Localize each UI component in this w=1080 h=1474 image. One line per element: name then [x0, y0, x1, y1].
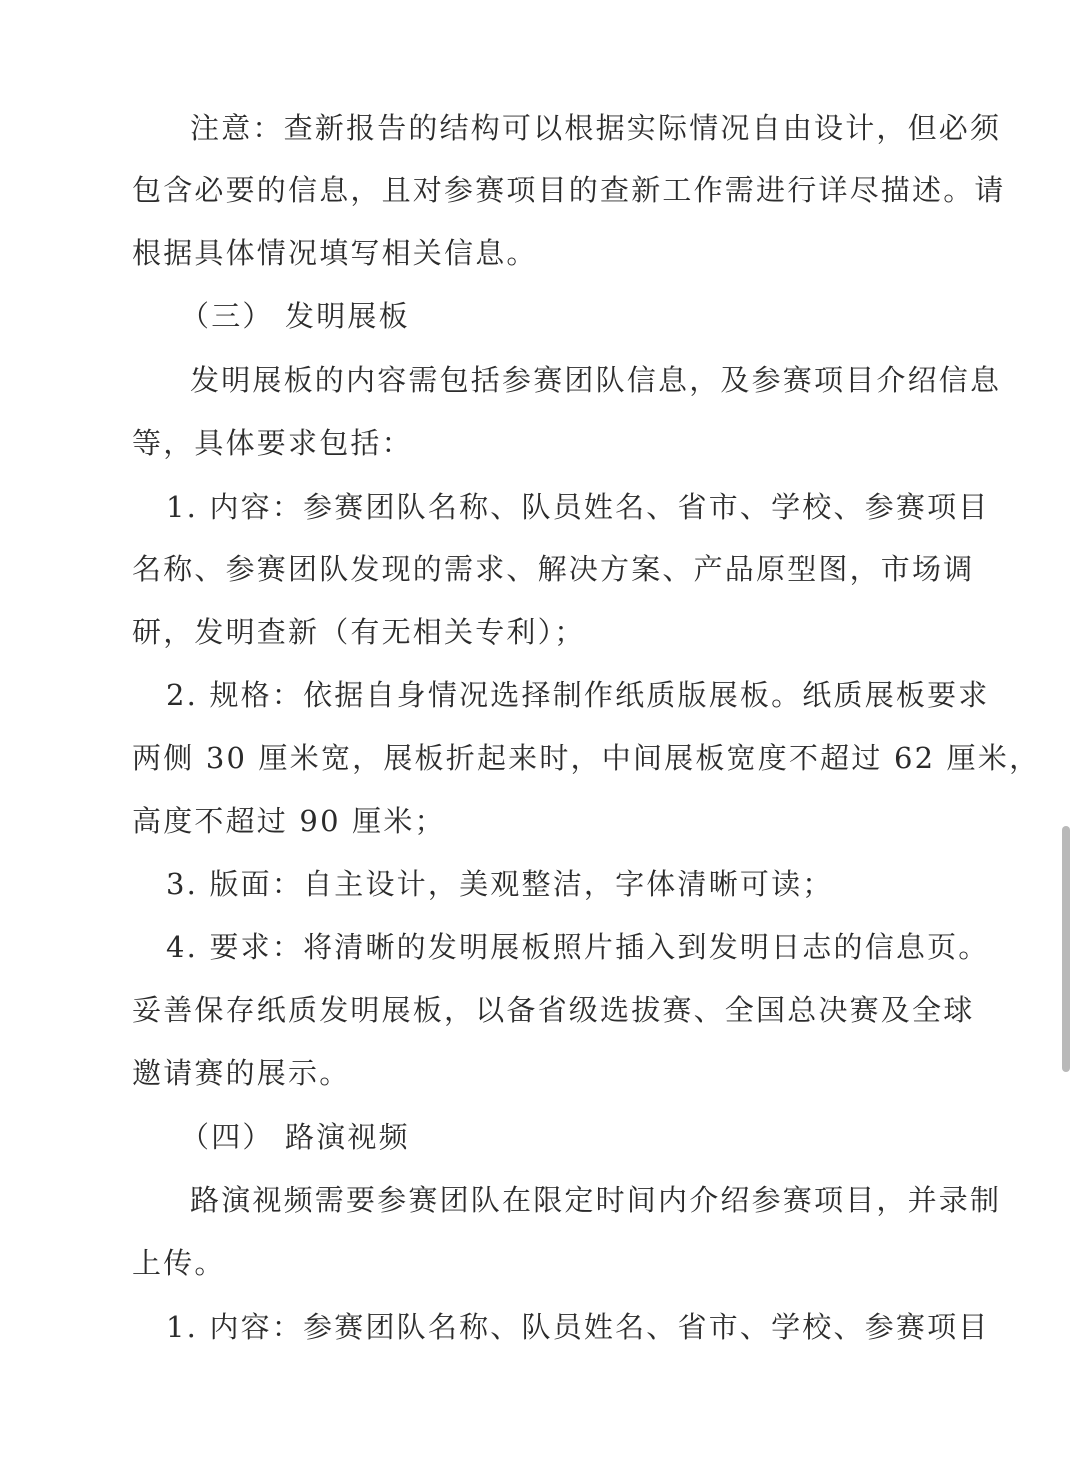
text-line: 研，发明查新（有无相关专利）； — [132, 615, 586, 649]
list-item: 3. 版面：自主设计，美观整洁，字体清晰可读； — [166, 867, 834, 901]
text-line: 上传。 — [132, 1246, 226, 1280]
text-line: 注意：查新报告的结构可以根据实际情况自由设计，但必须 — [190, 111, 1002, 145]
text-line: 两侧 30 厘米宽，展板折起来时，中间展板宽度不超过 62 厘米， — [132, 741, 1041, 775]
text-line: 妥善保存纸质发明展板，以备省级选拔赛、全国总决赛及全球 — [132, 993, 975, 1027]
list-item: 2. 规格：依据自身情况选择制作纸质版展板。纸质展板要求 — [166, 678, 990, 712]
text-line: 高度不超过 90 厘米； — [132, 804, 446, 838]
list-item: 1. 内容：参赛团队名称、队员姓名、省市、学校、参赛项目 — [166, 490, 990, 524]
text-line: 路演视频需要参赛团队在限定时间内介绍参赛项目，并录制 — [190, 1183, 1002, 1217]
text-line: 根据具体情况填写相关信息。 — [132, 236, 538, 270]
vertical-scrollbar[interactable] — [1062, 826, 1070, 1072]
text-line: 等，具体要求包括： — [132, 426, 413, 460]
text-line: 包含必要的信息，且对参赛项目的查新工作需进行详尽描述。请 — [132, 173, 1006, 207]
text-line: 邀请赛的展示。 — [132, 1056, 351, 1090]
list-item: 4. 要求：将清晰的发明展板照片插入到发明日志的信息页。 — [166, 930, 990, 964]
section-heading: （四） 路演视频 — [180, 1120, 410, 1154]
list-item: 1. 内容：参赛团队名称、队员姓名、省市、学校、参赛项目 — [166, 1310, 990, 1344]
section-heading: （三） 发明展板 — [180, 299, 410, 333]
text-line: 发明展板的内容需包括参赛团队信息，及参赛项目介绍信息 — [190, 363, 1002, 397]
text-line: 名称、参赛团队发现的需求、解决方案、产品原型图，市场调 — [132, 552, 975, 586]
